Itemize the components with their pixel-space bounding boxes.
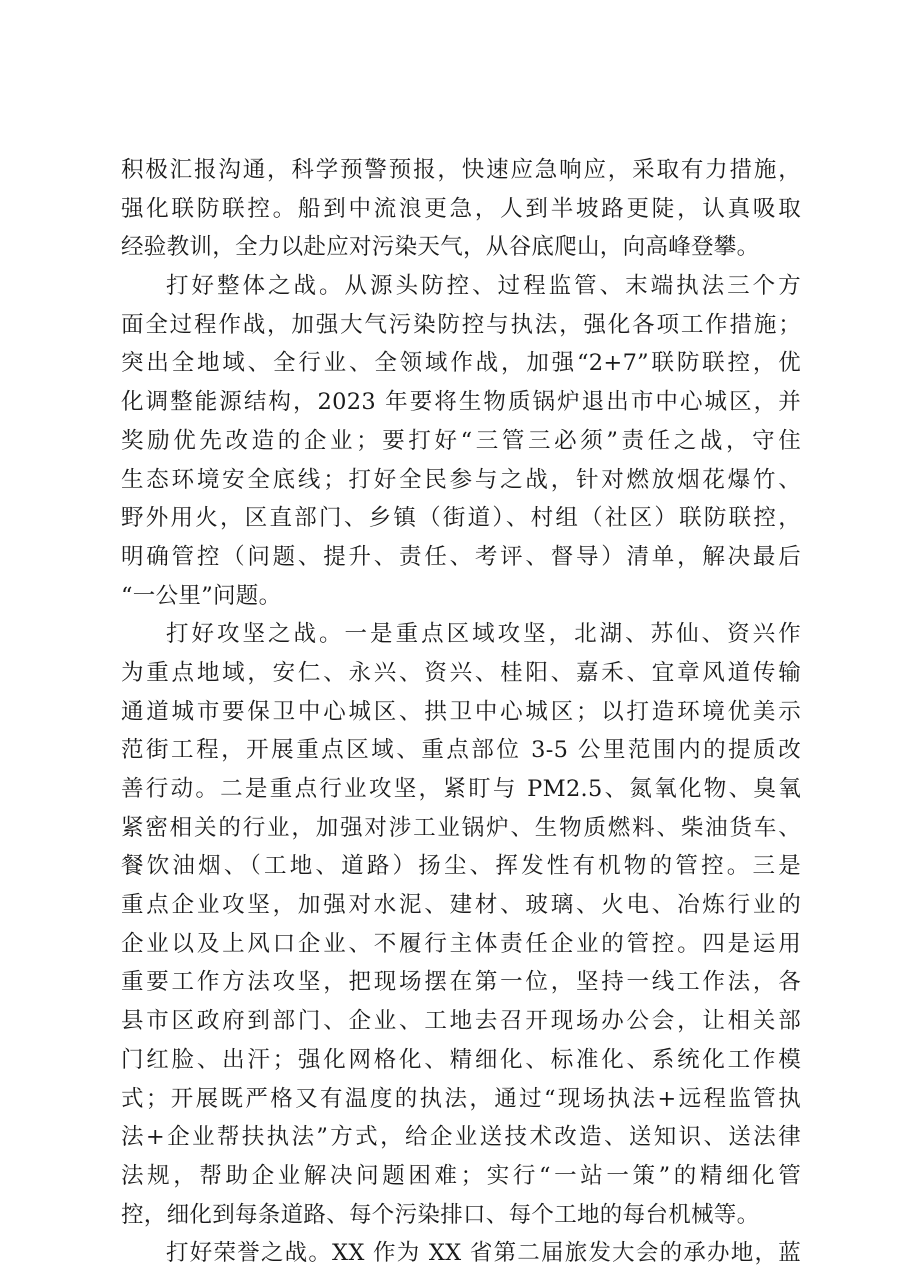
text-line: 打好整体之战。从源头防控、过程监管、末端执法三个方: [166, 273, 801, 300]
text-line: 控，细化到每条道路、每个污染排口、每个工地的每台机械等。: [121, 1201, 760, 1228]
text-line: 善行动。二是重点行业攻坚，紧盯与 PM2.5、氮氧化物、臭氧: [121, 776, 801, 802]
text-line: 紧密相关的行业，加强对涉工业锅炉、生物质燃料、柴油货车、: [121, 814, 801, 841]
body-text: [121, 151, 801, 1273]
text-line: 企业以及上风口企业、不履行主体责任企业的管控。四是运用: [121, 930, 801, 957]
text-line: 法+企业帮扶执法”方式，给企业送技术改造、送知识、送法律: [121, 1124, 801, 1151]
text-line: 法规，帮助企业解决问题困难；实行“一站一策”的精细化管: [121, 1162, 801, 1189]
text-line: 突出全地域、全行业、全领域作战，加强“2+7”联防联控，优: [121, 350, 801, 377]
text-line: 县市区政府到部门、企业、工地去召开现场办公会，让相关部: [121, 1008, 801, 1035]
text-line: 为重点地域，安仁、永兴、资兴、桂阳、嘉禾、宜章风道传输: [121, 659, 801, 686]
text-line: 餐饮油烟、（工地、道路）扬尘、挥发性有机物的管控。三是: [121, 853, 801, 880]
text-line: 生态环境安全底线；打好全民参与之战，针对燃放烟花爆竹、: [121, 466, 801, 493]
text-line: 化调整能源结构，2023 年要将生物质锅炉退出市中心城区，并: [121, 389, 801, 416]
text-line: 奖励优先改造的企业；要打好“三管三必须”责任之战，守住: [121, 427, 801, 454]
text-line: 积极汇报沟通，科学预警预报，快速应急响应，采取有力措施，: [121, 157, 801, 183]
text-line: 通道城市要保卫中心城区、拱卫中心城区；以打造环境优美示: [121, 698, 801, 725]
text-line: 重点企业攻坚，加强对水泥、建材、玻璃、火电、冶炼行业的: [121, 892, 801, 919]
text-line: 重要工作方法攻坚，把现场摆在第一位，坚持一线工作法，各: [121, 969, 801, 996]
text-line: 明确管控（问题、提升、责任、考评、督导）清单，解决最后: [121, 543, 801, 570]
text-line: 野外用火，区直部门、乡镇（街道）、村组（社区）联防联控，: [121, 505, 801, 532]
text-line: 式；开展既严格又有温度的执法，通过“现场执法+远程监管执: [121, 1085, 801, 1112]
text-line: 范街工程，开展重点区域、重点部位 3-5 公里范围内的提质改: [121, 737, 801, 764]
text-line: 门红脸、出汗；强化网格化、精细化、标准化、系统化工作模: [121, 1046, 801, 1073]
text-line: 强化联防联控。船到中流浪更急，人到半坡路更陡，认真吸取: [121, 195, 801, 222]
text-line: 面全过程作战，加强大气污染防控与执法，强化各项工作措施；: [121, 311, 801, 338]
text-line: 经验教训，全力以赴应对污染天气，从谷底爬山，向高峰登攀。: [121, 234, 760, 261]
text-line: “一公里”问题。: [121, 582, 282, 609]
text-line: 打好攻坚之战。一是重点区域攻坚，北湖、苏仙、资兴作: [166, 621, 801, 648]
text-line: 打好荣誉之战。XX 作为 XX 省第二届旅发大会的承办地，蓝: [166, 1240, 801, 1267]
